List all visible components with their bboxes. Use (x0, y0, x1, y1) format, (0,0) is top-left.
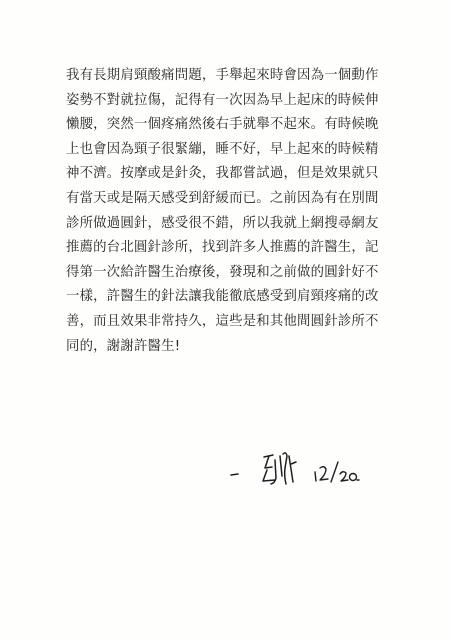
signature-dash (231, 474, 238, 475)
signature-block (225, 448, 385, 508)
letter-line: 懶腰，突然一個疼痛然後右手就舉不起來。有時候晚 (66, 117, 379, 133)
handwritten-signature (263, 453, 296, 484)
letter-line: 姿勢不對就拉傷，記得有一次因為早上起床的時候伸 (66, 92, 379, 108)
letter-line: 善，而且效果非常持久，這些是和其他間圓針診所不 (66, 313, 379, 329)
letter-line: 同的，謝謝許醫生! (66, 338, 181, 354)
handwritten-date (315, 462, 359, 482)
letter-line: 我有長期肩頸酸痛問題，手舉起來時會因為一個動作 (66, 68, 379, 83)
letter-line: 一樣，許醫生的針法讓我能徹底感受到肩頸疼痛的改 (66, 289, 379, 305)
letter-line: 推薦的台北圓針診所，找到許多人推薦的許醫生，記 (66, 240, 379, 256)
letter-body (66, 64, 379, 359)
letter-line: 有當天或是隔天感受到舒緩而已。之前因為有在別間 (66, 190, 379, 206)
letter-line: 診所做過圓針，感受很不錯，所以我就上網搜尋網友 (66, 215, 379, 231)
letter-line: 上也會因為頸子很緊繃，睡不好，早上起來的時候精 (66, 141, 379, 157)
letter-line: 得第一次給許醫生治療後，發現和之前做的圓針好不 (66, 264, 379, 280)
letter-line: 神不濟。按摩或是針灸，我都嘗試過，但是效果就只 (66, 166, 379, 182)
